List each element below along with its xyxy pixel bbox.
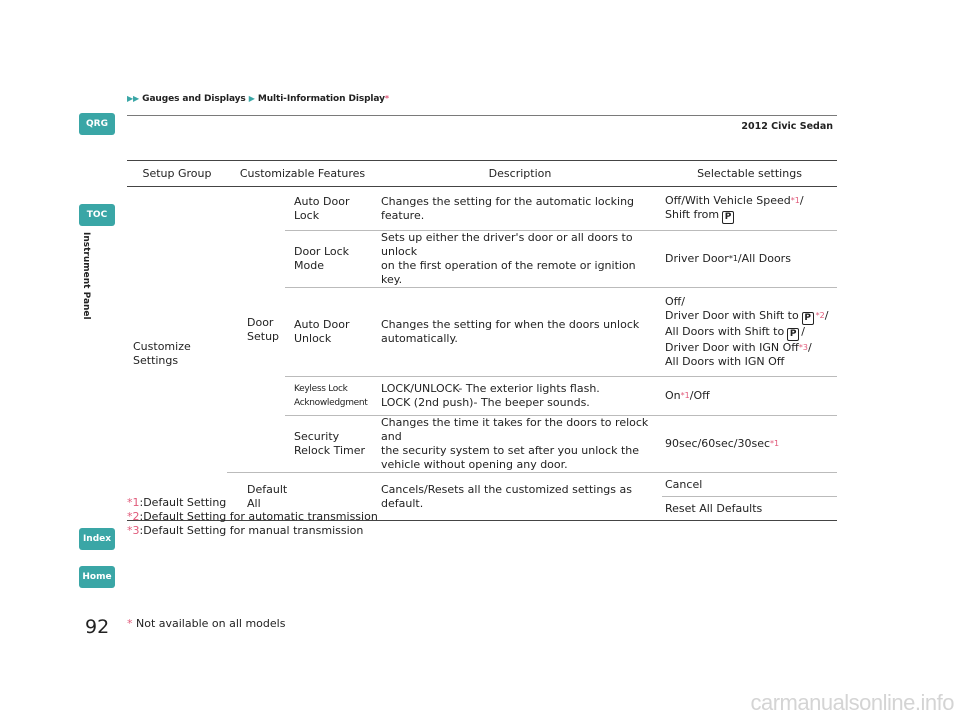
customization-table — [127, 160, 837, 521]
cancel-setting-cell: Cancel — [662, 473, 837, 497]
reset-setting-cell: Reset All Defaults — [662, 497, 837, 521]
description-cell: LOCK/UNLOCK- The exterior lights flash. LOCK (2nd push)- The beeper sounds. — [378, 377, 662, 416]
gear-p-icon: P — [802, 312, 814, 325]
settings-cell: On$^{*1}$/Off — [662, 377, 837, 416]
breadcrumb-gauges-link[interactable]: Gauges and Displays — [142, 94, 246, 104]
table-header-row — [127, 161, 837, 187]
table-row — [127, 473, 837, 497]
breadcrumb-mid-link[interactable]: Multi-Information Display — [257, 94, 385, 104]
description-cell: Sets up either the driver's door or all doors to unlock on the first operation of the remote or ignition key. — [378, 231, 662, 288]
feature-cell: Auto Door Unlock — [285, 288, 378, 377]
gear-p-icon: P — [722, 211, 734, 224]
footnote: *2:Default Setting for automatic transmission — [127, 510, 378, 523]
description-cell: Changes the time it takes for the doors to relock and the security system to set after you unlock the vehicle without opening any door. — [378, 416, 662, 473]
header-selectable-settings: Selectable settings — [662, 161, 837, 187]
watermark: carmanualsonline.info — [750, 690, 954, 715]
default-description-cell: Cancels/Resets all the customized settings as default. — [378, 473, 662, 521]
feature-cell: Auto Door Lock — [285, 187, 378, 231]
feature-cell: Door Lock Mode — [285, 231, 378, 288]
feature-cell: Security Relock Timer — [285, 416, 378, 473]
description-cell: Changes the setting for the automatic locking feature. — [378, 187, 662, 231]
setup-group-cell: Customize Settings — [127, 187, 227, 521]
settings-cell: 90sec/60sec/30sec$^{*1}$ — [662, 416, 837, 473]
header-customizable-features: Customizable Features — [227, 161, 378, 187]
arrow-right-icon: ▶ — [248, 94, 255, 103]
model-name: 2012 Civic Sedan — [741, 121, 833, 132]
home-button[interactable]: Home — [79, 566, 115, 588]
footnote: *1:Default Setting — [127, 496, 227, 509]
header-setup-group: Setup Group — [127, 161, 227, 187]
footnote: *3:Default Setting for manual transmission — [127, 524, 364, 537]
availability-note: * Not available on all models — [127, 617, 286, 630]
page-number: 92 — [85, 616, 110, 638]
header-divider — [127, 115, 837, 116]
table-row — [127, 187, 837, 231]
feature-group-cell: Door Setup — [227, 187, 285, 473]
gear-p-icon: P — [787, 328, 799, 341]
description-cell: Changes the setting for when the doors unlock automatically. — [378, 288, 662, 377]
settings-cell: Driver Door$^{*1}$/All Doors — [662, 231, 837, 288]
toc-button[interactable]: TOC — [79, 204, 115, 226]
header-description: Description — [378, 161, 662, 187]
qrg-button[interactable]: QRG — [79, 113, 115, 135]
settings-cell: Off/ Driver Door with Shift to P $^{*2}$/ All Doors with Shift to P / Driver Door with IGN Off$^{*3}$/ All Doors with IGN Off — [662, 288, 837, 377]
default-feature-cell: Default All — [227, 473, 378, 521]
section-label: Instrument Panel — [81, 232, 91, 320]
not-all-models-marker: * — [384, 94, 389, 103]
feature-cell: Keyless Lock Acknowledgment — [285, 377, 378, 416]
arrow-right-icon: ▶▶ — [127, 94, 140, 103]
breadcrumb — [127, 94, 389, 104]
index-button[interactable]: Index — [79, 528, 115, 550]
footnotes — [127, 496, 378, 538]
settings-cell: Off/With Vehicle Speed$^{*1}$/ Shift from P — [662, 187, 837, 231]
